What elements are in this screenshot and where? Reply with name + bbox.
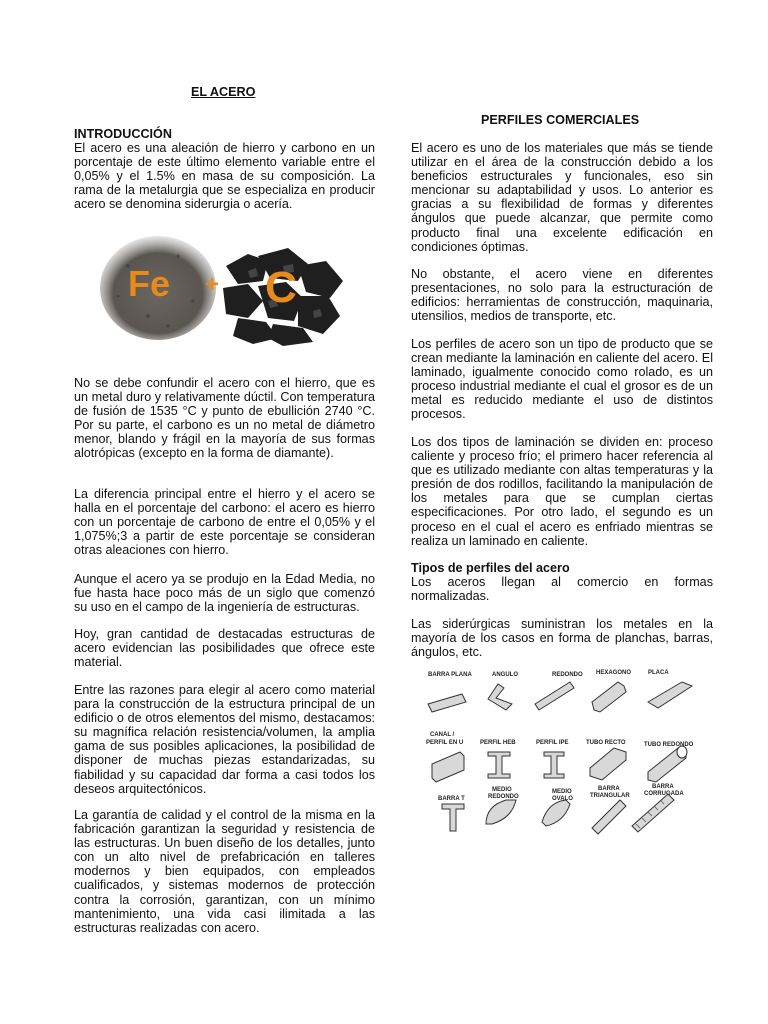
perfil-heb-shape (488, 752, 510, 778)
label-medio-redondo-1: MEDIO (492, 787, 512, 793)
label-barra-t: BARRA T (438, 796, 465, 802)
label-medio-ovalo-1: MEDIO (552, 789, 572, 795)
label-placa: PLACA (648, 670, 669, 676)
steel-profiles-diagram (420, 664, 718, 840)
paragraph-materiales: El acero es uno de los materiales que más se tiende utilizar en el área de la construcción debido a los beneficios estructurales y funcionales, eso sin mencionar su adaptabilidad y usos. Lo anterior es gracias a su flexibilidad de formas y diferentes ángulos que puede alcanzar, que permite como producto final una excelente edificación en condiciones óptimas. (411, 141, 713, 254)
paragraph-siderurgicas: Las siderúrgicas suministran los metales en la mayoría de los casos en forma de planchas, barras, ángulos, etc. (411, 617, 713, 660)
paragraph-estructuras: Hoy, gran cantidad de destacadas estructuras de acero evidencian las posibilidades que ofrece este material. (74, 627, 375, 670)
label-medio-ovalo-2: OVALO (552, 796, 573, 802)
label-perfil-ipe: PERFIL IPE (536, 740, 569, 746)
intro-paragraph: El acero es una aleación de hierro y carbono en un porcentaje de este último elemento variable entre el 0,05% y el 1.5% en masa de su composición. La rama de la metalurgia que se especializa en producir acero se denomina siderurgia o acería. (74, 141, 375, 212)
fe-plus-c-image (98, 226, 349, 347)
angulo-shape (488, 684, 512, 710)
paragraph-razones: Entre las razones para elegir al acero como material para la construcción de la estructura principal de un edificio o de otros elementos del mismo, destacamos: su magnífica relación resistencia/volumen, la amplia gama de sus posibles aplicaciones, la posibilidad de disponer de muchas piezas estandarizadas, su fiabilidad y su capacidad dar forma a casi todos los deseos arquitectónicos. (74, 683, 375, 796)
barra-plana-shape (428, 694, 466, 712)
label-tubo-recto: TUBO RECTO (586, 740, 626, 746)
intro-heading: INTRODUCCIÓN (74, 127, 172, 141)
hexagono-shape (592, 682, 626, 712)
label-angulo: ANGULO (492, 672, 518, 678)
perfiles-heading: PERFILES COMERCIALES (481, 113, 640, 127)
medio-ovalo-shape (542, 800, 570, 826)
fe-label: Fe (128, 263, 171, 304)
label-hexagono: HEXAGONO (596, 670, 632, 676)
label-tubo-redondo: TUBO REDONDO (644, 742, 694, 748)
label-barra-triangular-1: BARRA (598, 786, 620, 792)
tubo-recto-shape (590, 748, 626, 780)
label-medio-redondo-2: REDONDO (488, 794, 519, 800)
label-canal-1: CANAL / (430, 732, 455, 738)
perfil-ipe-shape (544, 752, 564, 778)
paragraph-tipos-laminacion: Los dos tipos de laminación se dividen en: proceso caliente y proceso frío; el primero hacer referencia al que es utilizado mediante con altas temperaturas y la presión de dos rodillos, facilitando la manipulación de los metales para que se cumplan ciertas especificaciones. Por otro lado, el segundo es un proceso en el cual el acero es enfriado mientras se realiza un laminado en caliente. (411, 435, 713, 548)
fe-plus-c-illustration (98, 226, 349, 347)
canal-shape (432, 752, 464, 782)
medio-redondo-shape (486, 800, 516, 824)
label-barra-triangular-2: TRIANGULAR (590, 793, 630, 799)
label-perfil-heb: PERFIL HEB (480, 740, 516, 746)
label-barra-plana: BARRA PLANA (428, 672, 472, 678)
barra-t-shape (442, 804, 464, 831)
paragraph-formas: Los aceros llegan al comercio en formas normalizadas. (411, 575, 713, 604)
document-title: EL ACERO (191, 85, 256, 99)
label-barra-corrugada-1: BARRA (652, 784, 674, 790)
paragraph-laminacion: Los perfiles de acero son un tipo de producto que se crean mediante la laminación en caliente del acero. El laminado, igualmente conocido como rolado, es un proceso industrial mediante el cual el grosor es de un metal es reducido mediante el uso de distintos procesos. (411, 337, 713, 422)
paragraph-hierro-carbono: No se debe confundir el acero con el hierro, que es un metal duro y relativamente dúctil. Con temperatura de fusión de 1535 °C y punto de ebullición 2740 °C. Por su parte, el carbono es un no metal de diámetro menor, blando y frágil en la mayoría de sus formas alotrópicas (excepto en la forma de diamante). (74, 376, 375, 461)
label-barra-corrugada-2: CORRUGADA (644, 791, 684, 797)
steel-profiles-illustration (420, 664, 718, 840)
redondo-shape (535, 682, 574, 710)
tipos-heading: Tipos de perfiles del acero (411, 561, 570, 575)
paragraph-edad-media: Aunque el acero ya se produjo en la Edad Media, no fue hasta hace poco más de un siglo que comenzó su uso en el campo de la ingeniería de estructuras. (74, 572, 375, 615)
label-canal-2: PERFIL EN U (426, 740, 464, 746)
placa-shape (648, 682, 692, 708)
c-label: C (265, 263, 297, 312)
paragraph-diferencia: La diferencia principal entre el hierro y el acero se halla en el porcentaje del carbono: el acero es hierro con un porcentaje de carbono de entre el 0,05% y el 1,075%;3 a partir de este porcentaje se consideran otras aleaciones con hierro. (74, 487, 375, 558)
paragraph-garantia: La garantía de calidad y el control de la misma en la fabricación garantizan la seguridad y resistencia de las estructuras. Un buen diseño de los detalles, junto con un alto nivel de prefabricación en talleres modernos y bien equipados, con empleados cualificados, y sistemas modernos de protección contra la corrosión, garantizan, con un mínimo mantenimiento, una vida casi ilimitada a las estructuras realizadas con acero. (74, 808, 375, 935)
label-redondo: REDONDO (552, 672, 583, 678)
plus-label: + (205, 271, 220, 298)
barra-triangular-shape (592, 800, 626, 834)
paragraph-presentaciones: No obstante, el acero viene en diferentes presentaciones, no solo para la estructuración de edificios: herramientas de construcción, maquinaria, utensilios, medios de transporte, etc. (411, 267, 713, 324)
